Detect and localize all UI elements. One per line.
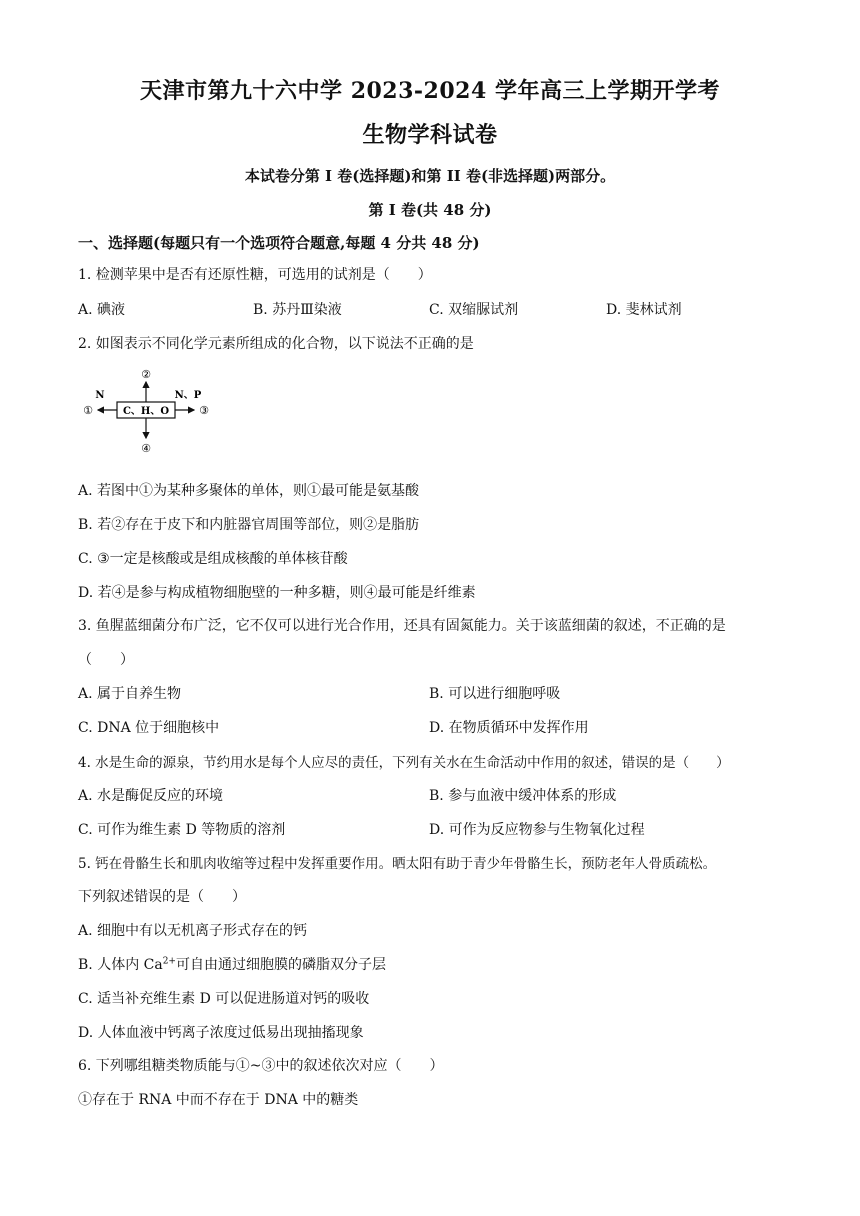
compound-2-label: ② xyxy=(141,368,151,381)
q2-option-c: C. ③一定是核酸或是组成核酸的单体核苷酸 xyxy=(78,551,348,567)
q4-option-a: A. 水是酶促反应的环境 xyxy=(78,788,224,804)
q1-option-b: B. 苏丹Ⅲ染液 xyxy=(253,302,342,318)
q1-option-d: D. 斐林试剂 xyxy=(606,302,682,318)
q5-option-d: D. 人体血液中钙离子浓度过低易出现抽搐现象 xyxy=(78,1025,364,1041)
q3-option-d: D. 在物质循环中发挥作用 xyxy=(429,720,589,736)
section-heading: 一、选择题(每题只有一个选项符合题意,每题 4 分共 48 分) xyxy=(78,234,480,252)
compound-4-label: ④ xyxy=(141,442,151,455)
q5-option-b-pre: B. 人体内 Ca xyxy=(78,957,163,973)
q3-option-c: C. DNA 位于细胞核中 xyxy=(78,720,220,736)
q4-option-d: D. 可作为反应物参与生物氧化过程 xyxy=(429,822,645,838)
calcium-charge: 2+ xyxy=(162,956,176,967)
q3-stem: 3. 鱼腥蓝细菌分布广泛，它不仅可以进行光合作用，还具有固氮能力。关于该蓝细菌的叙述，不正确的是 xyxy=(78,618,726,634)
q6-item-1: ①存在于 RNA 中而不存在于 DNA 中的糖类 xyxy=(78,1092,359,1108)
q1-stem: 1. 检测苹果中是否有还原性糖，可选用的试剂是（ ） xyxy=(78,267,432,283)
q1-option-a: A. 碘液 xyxy=(78,302,126,318)
q5-stem: 5. 钙在骨骼生长和肌肉收缩等过程中发挥重要作用。晒太阳有助于青少年骨骼生长，预防老年人骨质疏松。 xyxy=(78,856,717,872)
q3-answer-paren: （ ） xyxy=(78,652,134,668)
q2-option-b: B. 若②存在于皮下和内脏器官周围等部位，则②是脂肪 xyxy=(78,517,420,533)
element-compound-diagram xyxy=(80,368,220,458)
part1-heading: 第 I 卷(共 48 分) xyxy=(368,201,492,219)
exam-subject-title: 生物学科试卷 xyxy=(362,122,498,148)
q5-option-b xyxy=(78,954,386,974)
element-n-label: N xyxy=(95,390,105,401)
q3-option-a: A. 属于自养生物 xyxy=(78,686,182,702)
q4-option-b: B. 参与血液中缓冲体系的形成 xyxy=(429,788,617,804)
q2-option-d: D. 若④是参与构成植物细胞壁的一种多糖，则④最可能是纤维素 xyxy=(78,585,476,601)
q5-option-a: A. 细胞中有以无机离子形式存在的钙 xyxy=(78,923,308,939)
q1-option-c: C. 双缩脲试剂 xyxy=(429,302,519,318)
compound-1-label: ① xyxy=(83,404,93,417)
q6-stem: 6. 下列哪组糖类物质能与①~③中的叙述依次对应（ ） xyxy=(78,1058,444,1074)
q3-option-b: B. 可以进行细胞呼吸 xyxy=(429,686,561,702)
q2-option-a: A. 若图中①为某种多聚体的单体，则①最可能是氨基酸 xyxy=(78,483,420,499)
q5-stem-2: 下列叙述错误的是（ ） xyxy=(78,889,246,905)
q5-option-b-post: 可自由通过细胞膜的磷脂双分子层 xyxy=(175,957,386,973)
q5-option-c: C. 适当补充维生素 D 可以促进肠道对钙的吸收 xyxy=(78,991,370,1007)
exam-title: 天津市第九十六中学 2023-2024 学年高三上学期开学考 xyxy=(140,78,720,104)
q4-option-c: C. 可作为维生素 D 等物质的溶剂 xyxy=(78,822,286,838)
center-label: C、H、O xyxy=(122,406,170,417)
q2-stem: 2. 如图表示不同化学元素所组成的化合物，以下说法不正确的是 xyxy=(78,336,474,352)
q4-stem: 4. 水是生命的源泉，节约用水是每个人应尽的责任，下列有关水在生命活动中作用的叙述，错误的是（ ） xyxy=(78,755,730,771)
compound-3-label: ③ xyxy=(199,404,209,417)
element-np-label: N、P xyxy=(174,390,202,401)
exam-intro: 本试卷分第 I 卷(选择题)和第 II 卷(非选择题)两部分。 xyxy=(244,167,616,185)
